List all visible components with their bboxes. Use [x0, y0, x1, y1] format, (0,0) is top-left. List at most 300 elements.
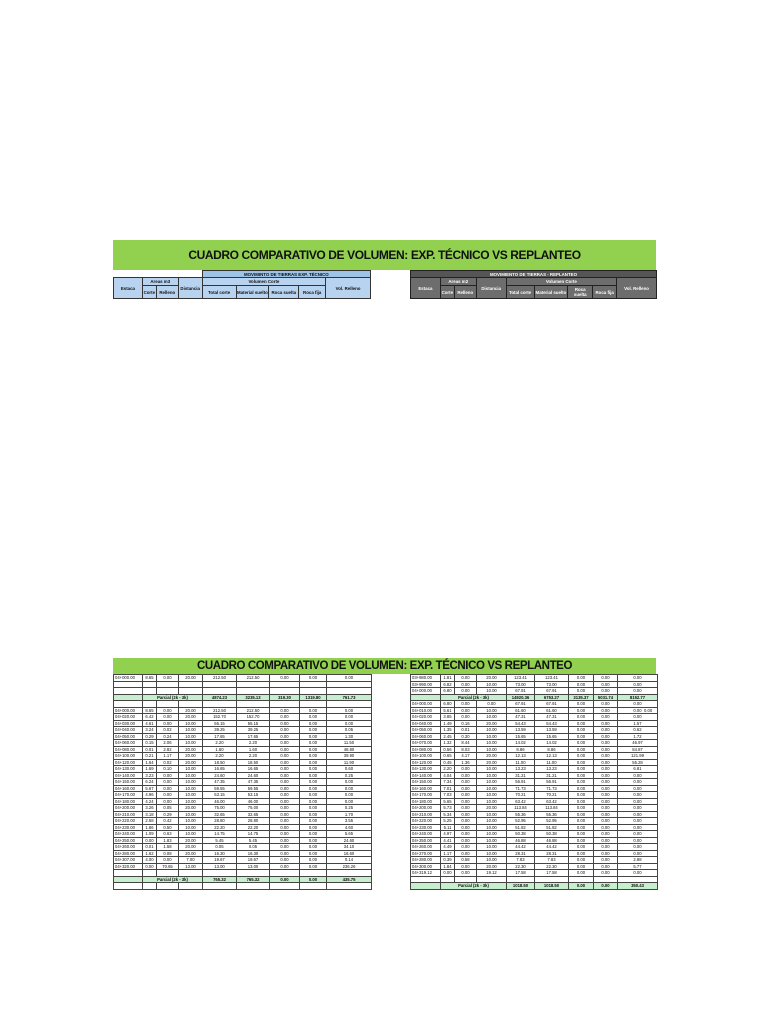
table-cell: 0.00 [270, 720, 300, 727]
table-cell: 10.00 [477, 772, 507, 779]
table-cell: 0.15 [143, 740, 157, 747]
table-cell: 0.00 [327, 675, 372, 682]
table-cell: 212.50 [237, 675, 270, 682]
table-cell: 46.00 [237, 798, 270, 805]
table-cell: 3135.37 [569, 694, 594, 701]
table-cell: 20.00 [179, 837, 203, 844]
table-cell: 0.00 [594, 746, 618, 753]
table-cell: 10.00 [179, 740, 203, 747]
table-cell: 10.00 [477, 740, 507, 747]
table-cell: 46.97 [618, 740, 658, 747]
table-cell: 0.00 [594, 785, 618, 792]
table-cell: 4.60 [327, 824, 372, 831]
table-cell: 1.64 [143, 759, 157, 766]
estaca-cell: 04+307.00 [114, 857, 143, 864]
table-cell: 1.70 [327, 811, 372, 818]
table-cell: 0.00 [300, 798, 327, 805]
table-cell: 0.42 [157, 818, 179, 825]
table-cell: 4.49 [441, 844, 455, 851]
table-cell: 0.00 [618, 831, 658, 838]
table-cell: 10.00 [179, 727, 203, 734]
table-cell: 0.00 [157, 714, 179, 721]
table-cell: 56.91 [507, 779, 535, 786]
table-cell: 1.17 [157, 753, 179, 760]
table-cell: 0.00 [569, 681, 594, 688]
table-cell: 6.80 [441, 701, 455, 708]
table-cell: 20.00 [477, 863, 507, 870]
estaca-cell: 04+240.00 [411, 831, 441, 838]
table-cell: 16.65 [203, 766, 237, 773]
table-cell: 11.90 [327, 759, 372, 766]
table-cell: 16.65 [237, 766, 270, 773]
table-cell: 0.00 [270, 785, 300, 792]
table-cell: 0.00 [569, 727, 594, 734]
table-cell: 0.00 [455, 707, 477, 714]
table-cell: 34.10 [327, 844, 372, 851]
table-cell: 8152.77 [618, 694, 658, 701]
table-cell: 0.00 [455, 714, 477, 721]
table-cell: 0.05 [237, 844, 270, 851]
table-cell: 10.00 [179, 733, 203, 740]
estaca-cell: 04+210.00 [411, 811, 441, 818]
group-header: MOVIMINTO DE TIERRAS EXP. TÉCNICO [202, 271, 370, 278]
table-cell: 1.35 [441, 727, 455, 734]
table-cell: 20.00 [477, 759, 507, 766]
table-cell: 55.28 [618, 759, 658, 766]
table-cell: 0.00 [569, 701, 594, 708]
table-cell: 0.24 [157, 733, 179, 740]
table-cell: 0.00 [618, 824, 658, 831]
table-cell: 0.00 [618, 772, 658, 779]
table-cell: 70.21 [535, 792, 569, 799]
estaca-cell: 04+050.00 [411, 727, 441, 734]
table-cell: 2.45 [441, 733, 455, 740]
table-cell [143, 883, 157, 890]
table-cell: 5.11 [441, 824, 455, 831]
table-cell: 0.00 [569, 837, 594, 844]
estaca-cell: 04+100.00 [411, 753, 441, 760]
table-cell: 319.30 [270, 694, 300, 701]
col-roca-suelta: Roca suelta [269, 286, 299, 299]
table-cell: 0.00 [270, 753, 300, 760]
table-cell: 73.00 [507, 681, 535, 688]
table-cell: 11.00 [507, 759, 535, 766]
table-cell: 59.55 [203, 785, 237, 792]
table-cell: 5.67 [143, 785, 157, 792]
estaca-cell: 04+000.00 [411, 688, 441, 695]
table-cell: 0.00 [270, 759, 300, 766]
estaca-cell: 04+180.00 [114, 798, 143, 805]
estaca-cell: 04+230.00 [114, 824, 143, 831]
table-cell: 55.15 [203, 720, 237, 727]
table-cell: 0.00 [270, 675, 300, 682]
table-cell: 39.25 [237, 727, 270, 734]
table-cell: 10.00 [477, 714, 507, 721]
col-corte: Corte [142, 286, 156, 299]
table-cell: 0.00 [569, 811, 594, 818]
table-cell: 10.00 [179, 766, 203, 773]
table-cell: 0.00 [569, 688, 594, 695]
estaca-cell: 04+240.00 [114, 831, 143, 838]
table-cell: 0.00 [618, 707, 658, 714]
group-header: MOVIMIENTO DE TIERRAS - REPLANTEO [411, 271, 657, 278]
table-cell: 7.00 [179, 857, 203, 864]
table-cell: 51.82 [507, 824, 535, 831]
table-cell: 10.00 [477, 831, 507, 838]
table-cell: 13.59 [535, 727, 569, 734]
table-cell: 31.21 [507, 772, 535, 779]
table-cell: 1.58 [157, 844, 179, 851]
table-cell: 2.06 [157, 740, 179, 747]
table-cell: 2.58 [143, 818, 157, 825]
table-cell: 0.00 [569, 779, 594, 786]
table-cell: 0.00 [569, 714, 594, 721]
table-cell: 16.30 [203, 850, 237, 857]
table-cell: 0.00 [569, 792, 594, 799]
col-volumen-corte: Volumen Corte [506, 278, 617, 286]
table-cell: 1.69 [143, 766, 157, 773]
table-cell: 6.80 [441, 688, 455, 695]
table-cell: 152.70 [237, 714, 270, 721]
table-cell: 0.00 [455, 681, 477, 688]
table-cell: 0.00 [618, 805, 658, 812]
table-cell: 0.00 [455, 818, 477, 825]
estaca-cell: 04+130.00 [411, 766, 441, 773]
col-distancia: Distancia [178, 278, 202, 299]
table-cell: 0.00 [270, 831, 300, 838]
table-cell: 0.00 [569, 850, 594, 857]
table-cell: 0.01 [455, 727, 477, 734]
table-cell: 0.21 [143, 753, 157, 760]
estaca-cell: 03+990.00 [411, 681, 441, 688]
table-cell: 17.65 [237, 733, 270, 740]
table-cell: 0.00 [569, 831, 594, 838]
table-cell: 13.23 [535, 766, 569, 773]
table-cell: 0.05 [203, 844, 237, 851]
table-cell: 0.00 [300, 727, 327, 734]
table-cell: 0.00 [157, 779, 179, 786]
table-cell: 0.00 [594, 818, 618, 825]
table-cell: 0.39 [441, 857, 455, 864]
table-cell: 0.00 [270, 772, 300, 779]
table-cell: 71.73 [535, 785, 569, 792]
table-row [411, 883, 658, 890]
table-cell: 0.00 [594, 720, 618, 727]
table-cell: 0.00 [569, 772, 594, 779]
table-cell: 0.00 [618, 779, 658, 786]
table-cell: 0.00 [569, 824, 594, 831]
table-cell: 7.01 [441, 785, 455, 792]
partial-label: Parcial (2k - 3k) [143, 694, 203, 701]
table-cell: 0.00 [300, 818, 327, 825]
partial-label: Parcial (2k - 3k) [143, 876, 203, 883]
table-cell: 10.00 [477, 792, 507, 799]
estaca-cell: 04+200.00 [411, 805, 441, 812]
table-cell [300, 883, 327, 890]
table-cell [203, 883, 237, 890]
table-cell: 67.91 [507, 701, 535, 708]
table-cell: 0.00 [157, 857, 179, 864]
table-cell: 20.00 [179, 805, 203, 812]
table-cell: 0.00 [455, 779, 477, 786]
table-cell: 44.42 [507, 844, 535, 851]
right-extra-value: 0.00 [644, 708, 653, 713]
table-cell: 0.00 [300, 746, 327, 753]
estaca-cell: 04+200.00 [114, 805, 143, 812]
table-cell: 1.81 [441, 675, 455, 682]
table-cell: 0.00 [300, 675, 327, 682]
table-cell: 20.00 [179, 759, 203, 766]
col-estaca: Estaca [114, 278, 143, 299]
table-cell: 10.00 [477, 707, 507, 714]
table-cell: 0.00 [455, 805, 477, 812]
table-cell: 11.00 [535, 759, 569, 766]
table-cell: 61.60 [535, 707, 569, 714]
table-cell: 0.00 [270, 805, 300, 812]
table-cell: 3.23 [143, 772, 157, 779]
table-cell: 0.00 [270, 727, 300, 734]
header-table-replanteo [410, 270, 657, 299]
table-cell: 4.41 [441, 837, 455, 844]
table-cell: 0.00 [594, 805, 618, 812]
table-cell: 0.00 [300, 876, 327, 883]
table-cell: 0.00 [455, 675, 477, 682]
table-cell: 0.00 [300, 714, 327, 721]
estaca-cell: 04+260.00 [411, 844, 441, 851]
table-cell: 0.00 [300, 733, 327, 740]
table-cell: 3.18 [143, 811, 157, 818]
table-cell: 5.61 [441, 707, 455, 714]
table-cell: 0.00 [157, 785, 179, 792]
table-cell: 1.09 [143, 831, 157, 838]
table-cell: 0.00 [569, 746, 594, 753]
table-cell: 4.17 [455, 753, 477, 760]
table-cell [327, 883, 372, 890]
estaca-cell: 04+150.00 [411, 779, 441, 786]
table-cell: 0.00 [594, 844, 618, 851]
table-cell: 0.00 [569, 863, 594, 870]
table-cell: 0.00 [569, 740, 594, 747]
table-cell: 7.83 [507, 857, 535, 864]
table-cell: 18.50 [237, 759, 270, 766]
table-cell: 123.41 [507, 675, 535, 682]
table-cell: 0.00 [594, 837, 618, 844]
table-cell: 20.00 [179, 714, 203, 721]
table-cell: 22.30 [535, 863, 569, 870]
table-cell: 0.60 [327, 766, 372, 773]
table-cell: 20.00 [477, 805, 507, 812]
table-cell: 0.00 [300, 779, 327, 786]
table-cell: 0.00 [618, 818, 658, 825]
table-cell: 0.00 [594, 798, 618, 805]
table-cell: 47.31 [535, 714, 569, 721]
table-cell: 28.31 [535, 850, 569, 857]
table-cell: 10.00 [477, 785, 507, 792]
table-cell: 0.00 [455, 766, 477, 773]
table-cell: 14.02 [507, 740, 535, 747]
estaca-cell: 04+040.00 [411, 720, 441, 727]
table-cell: 10.00 [179, 824, 203, 831]
table-cell: 13.00 [203, 863, 237, 870]
estaca-cell: 04+080.00 [114, 746, 143, 753]
table-cell: 63.42 [535, 798, 569, 805]
table-cell: 18.50 [203, 759, 237, 766]
table-cell: 3235.13 [237, 694, 270, 701]
table-cell: 20.00 [179, 675, 203, 682]
table-cell: 15.65 [507, 733, 535, 740]
table-cell: 10.00 [477, 779, 507, 786]
table-cell: 0.00 [270, 824, 300, 831]
table-cell: 50.38 [507, 831, 535, 838]
table-cell: 13.00 [179, 863, 203, 870]
table-cell: 10.00 [179, 772, 203, 779]
table-cell: 0.00 [300, 837, 327, 844]
table-cell: 54.43 [535, 720, 569, 727]
table-cell: 13.59 [507, 727, 535, 734]
table-cell: 0.00 [327, 779, 372, 786]
table-cell: 52.95 [507, 818, 535, 825]
table-cell: 6.81 [618, 766, 658, 773]
table-cell: 0.00 [594, 831, 618, 838]
table-cell: 39.25 [203, 727, 237, 734]
table-cell: 10.00 [179, 811, 203, 818]
table-cell: 13.00 [237, 863, 270, 870]
table-cell: 0.00 [327, 798, 372, 805]
table-cell: 2.20 [237, 753, 270, 760]
table-cell: 113.84 [507, 805, 535, 812]
table-cell: 47.35 [203, 779, 237, 786]
table-cell: 0.00 [270, 798, 300, 805]
table-cell: 47.35 [237, 779, 270, 786]
col-areas: Areas m2 [440, 278, 476, 286]
table-cell: 20.00 [179, 844, 203, 851]
page-title-bottom: CUADRO COMPARATIVO DE VOLUMEN: EXP. TÉCNICO VS REPLANTEO [113, 658, 656, 674]
table-cell: 44.42 [535, 844, 569, 851]
estaca-cell: 04+280.00 [411, 857, 441, 864]
estaca-cell: 04+080.00 [411, 746, 441, 753]
table-cell: 0.00 [300, 785, 327, 792]
table-cell: 50.38 [535, 831, 569, 838]
table-cell: 63.42 [507, 798, 535, 805]
estaca-cell: 04+100.00 [114, 753, 143, 760]
table-cell: 53.15 [237, 792, 270, 799]
table-cell: 7.34 [441, 779, 455, 786]
table-cell: 0.00 [594, 707, 618, 714]
table-cell: 1.30 [327, 733, 372, 740]
table-cell: 14.75 [203, 831, 237, 838]
table-cell: 765.32 [203, 876, 237, 883]
col-roca-suelta: Roca suelta [568, 286, 593, 299]
estaca-cell: 04+210.00 [114, 811, 143, 818]
table-cell: 20.00 [477, 753, 507, 760]
estaca-cell: 04+220.00 [411, 818, 441, 825]
table-cell: 0.00 [618, 798, 658, 805]
estaca-cell: 04+260.00 [114, 844, 143, 851]
table-cell: 8.86 [535, 746, 569, 753]
estaca-cell: 04+280.00 [114, 850, 143, 857]
header-table-exp-tecnico [113, 270, 371, 299]
table-cell: 0.00 [569, 707, 594, 714]
table-cell: 0.65 [441, 753, 455, 760]
table-cell: 0.00 [455, 824, 477, 831]
table-cell: 67.91 [507, 688, 535, 695]
table-cell: 0.00 [270, 707, 300, 714]
table-cell: 46.00 [203, 798, 237, 805]
estaca-cell: 04+020.00 [411, 714, 441, 721]
table-cell: 0.00 [455, 837, 477, 844]
table-cell: 7.83 [535, 857, 569, 864]
col-distancia: Distancia [476, 278, 506, 299]
table-cell: 0.30 [455, 733, 477, 740]
col-areas: Areas m3 [142, 278, 178, 286]
table-cell: 24.60 [237, 772, 270, 779]
table-cell: 10.00 [477, 681, 507, 688]
table-cell: 1.60 [237, 746, 270, 753]
table-cell: 212.50 [203, 675, 237, 682]
table-cell: 67.91 [535, 688, 569, 695]
table-cell: 0.58 [455, 857, 477, 864]
table-cell: 6.42 [143, 714, 157, 721]
col-estaca: Estaca [411, 278, 441, 299]
table-cell: 6753.27 [535, 694, 569, 701]
table-cell: 10.00 [477, 818, 507, 825]
table-cell: 0.00 [300, 753, 327, 760]
table-cell: 1.32 [441, 740, 455, 747]
table-cell: 1.49 [441, 720, 455, 727]
table-cell: 20.00 [477, 675, 507, 682]
estaca-cell: 04+020.00 [114, 714, 143, 721]
table-cell: 0.00 [594, 811, 618, 818]
table-cell: 10.00 [179, 785, 203, 792]
table-cell: 10.00 [179, 779, 203, 786]
table-cell: 55.36 [507, 811, 535, 818]
estaca-cell: 04+320.00 [114, 863, 143, 870]
table-cell: 0.00 [594, 857, 618, 864]
table-cell: 1319.80 [300, 694, 327, 701]
table-cell: 0.00 [618, 681, 658, 688]
table-cell: 0.00 [618, 870, 658, 877]
table-cell: 0.00 [270, 766, 300, 773]
table-cell: 4.96 [143, 792, 157, 799]
table-cell: 0.00 [569, 720, 594, 727]
table-cell: 0.00 [594, 883, 618, 890]
estaca-cell: 04+150.00 [114, 779, 143, 786]
table-cell: 0.00 [300, 766, 327, 773]
data-table-exp-tecnico [113, 674, 372, 890]
table-cell: 10.00 [179, 792, 203, 799]
table-cell: 0.00 [143, 837, 157, 844]
table-cell: 0.00 [327, 707, 372, 714]
estaca-cell: 04+140.00 [411, 772, 441, 779]
table-cell: 0.00 [270, 779, 300, 786]
table-cell: 70.65 [157, 863, 179, 870]
table-cell: 0.00 [300, 707, 327, 714]
table-cell: 10.00 [477, 844, 507, 851]
table-cell: 1.57 [618, 720, 658, 727]
table-cell: 71.73 [507, 785, 535, 792]
table-cell: 0.00 [594, 727, 618, 734]
table-cell: 61.60 [507, 707, 535, 714]
table-cell: 2.20 [441, 766, 455, 773]
table-cell: 0.00 [455, 785, 477, 792]
estaca-cell: 04+220.00 [114, 818, 143, 825]
table-cell: 152.70 [203, 714, 237, 721]
table-cell: 1.83 [157, 837, 179, 844]
table-cell: 24.60 [203, 772, 237, 779]
col-material-suelto: Material suelto [534, 286, 568, 299]
table-cell: 6.82 [441, 681, 455, 688]
col-relleno: Relleno [454, 286, 476, 299]
